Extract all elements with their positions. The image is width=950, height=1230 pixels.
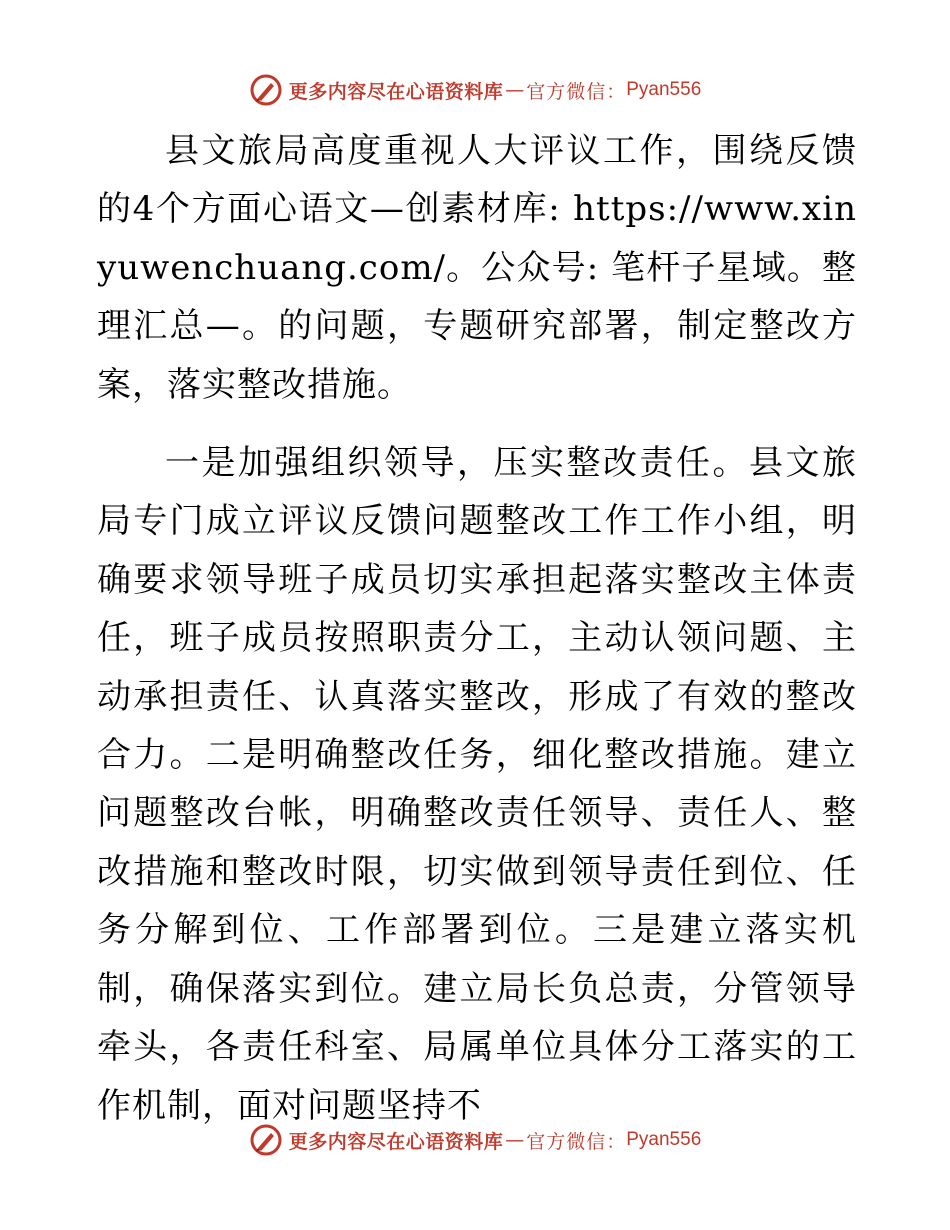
pen-logo-icon xyxy=(249,73,283,107)
watermark-wechat-label: 官方微信： xyxy=(526,1130,627,1153)
watermark-wechat-label: 官方微信： xyxy=(526,80,627,103)
paragraph-intro: 县文旅局高度重视人大评议工作，围绕反馈的4个方面心语文—创素材库: https://www.xinyuwenchuang.com/。公众号: 笔杆子星域。整理汇总—。的问题，专题研究部署，制定整改方案，落实整改措施。 xyxy=(97,131,857,405)
watermark-site-text: 更多内容尽在心语资料库 xyxy=(288,1130,504,1153)
paragraph-measures: 一是加强组织领导，压实整改责任。县文旅局专门成立评议反馈问题整改工作工作小组，明确要求领导班子成员切实承担起落实整改主体责任，班子成员按照职责分工，主动认领问题、主动承担责任、认真落实整改，形成了有效的整改合力。二是明确整改任务，细化整改措施。建立问题整改台帐，明确整改责任领导、责任人、整改措施和整改时限，切实做到领导责任到位、任务分解到位、工作部署到位。三是建立落实机制，确保落实到位。建立局长负总责，分管领导牵头，各责任科室、局属单位具体分工落实的工作机制，面对问题坚持不 xyxy=(97,443,857,1126)
watermark-header xyxy=(0,70,950,110)
document-body xyxy=(97,122,857,1135)
watermark-separator: — xyxy=(505,79,525,101)
watermark-footer xyxy=(0,1120,950,1160)
watermark-wechat-id: Pyan556 xyxy=(626,79,702,100)
watermark-wechat-id: Pyan556 xyxy=(626,1129,702,1150)
watermark-separator: — xyxy=(505,1129,525,1151)
pen-logo-icon xyxy=(249,1123,283,1157)
watermark-site-text: 更多内容尽在心语资料库 xyxy=(288,80,504,103)
